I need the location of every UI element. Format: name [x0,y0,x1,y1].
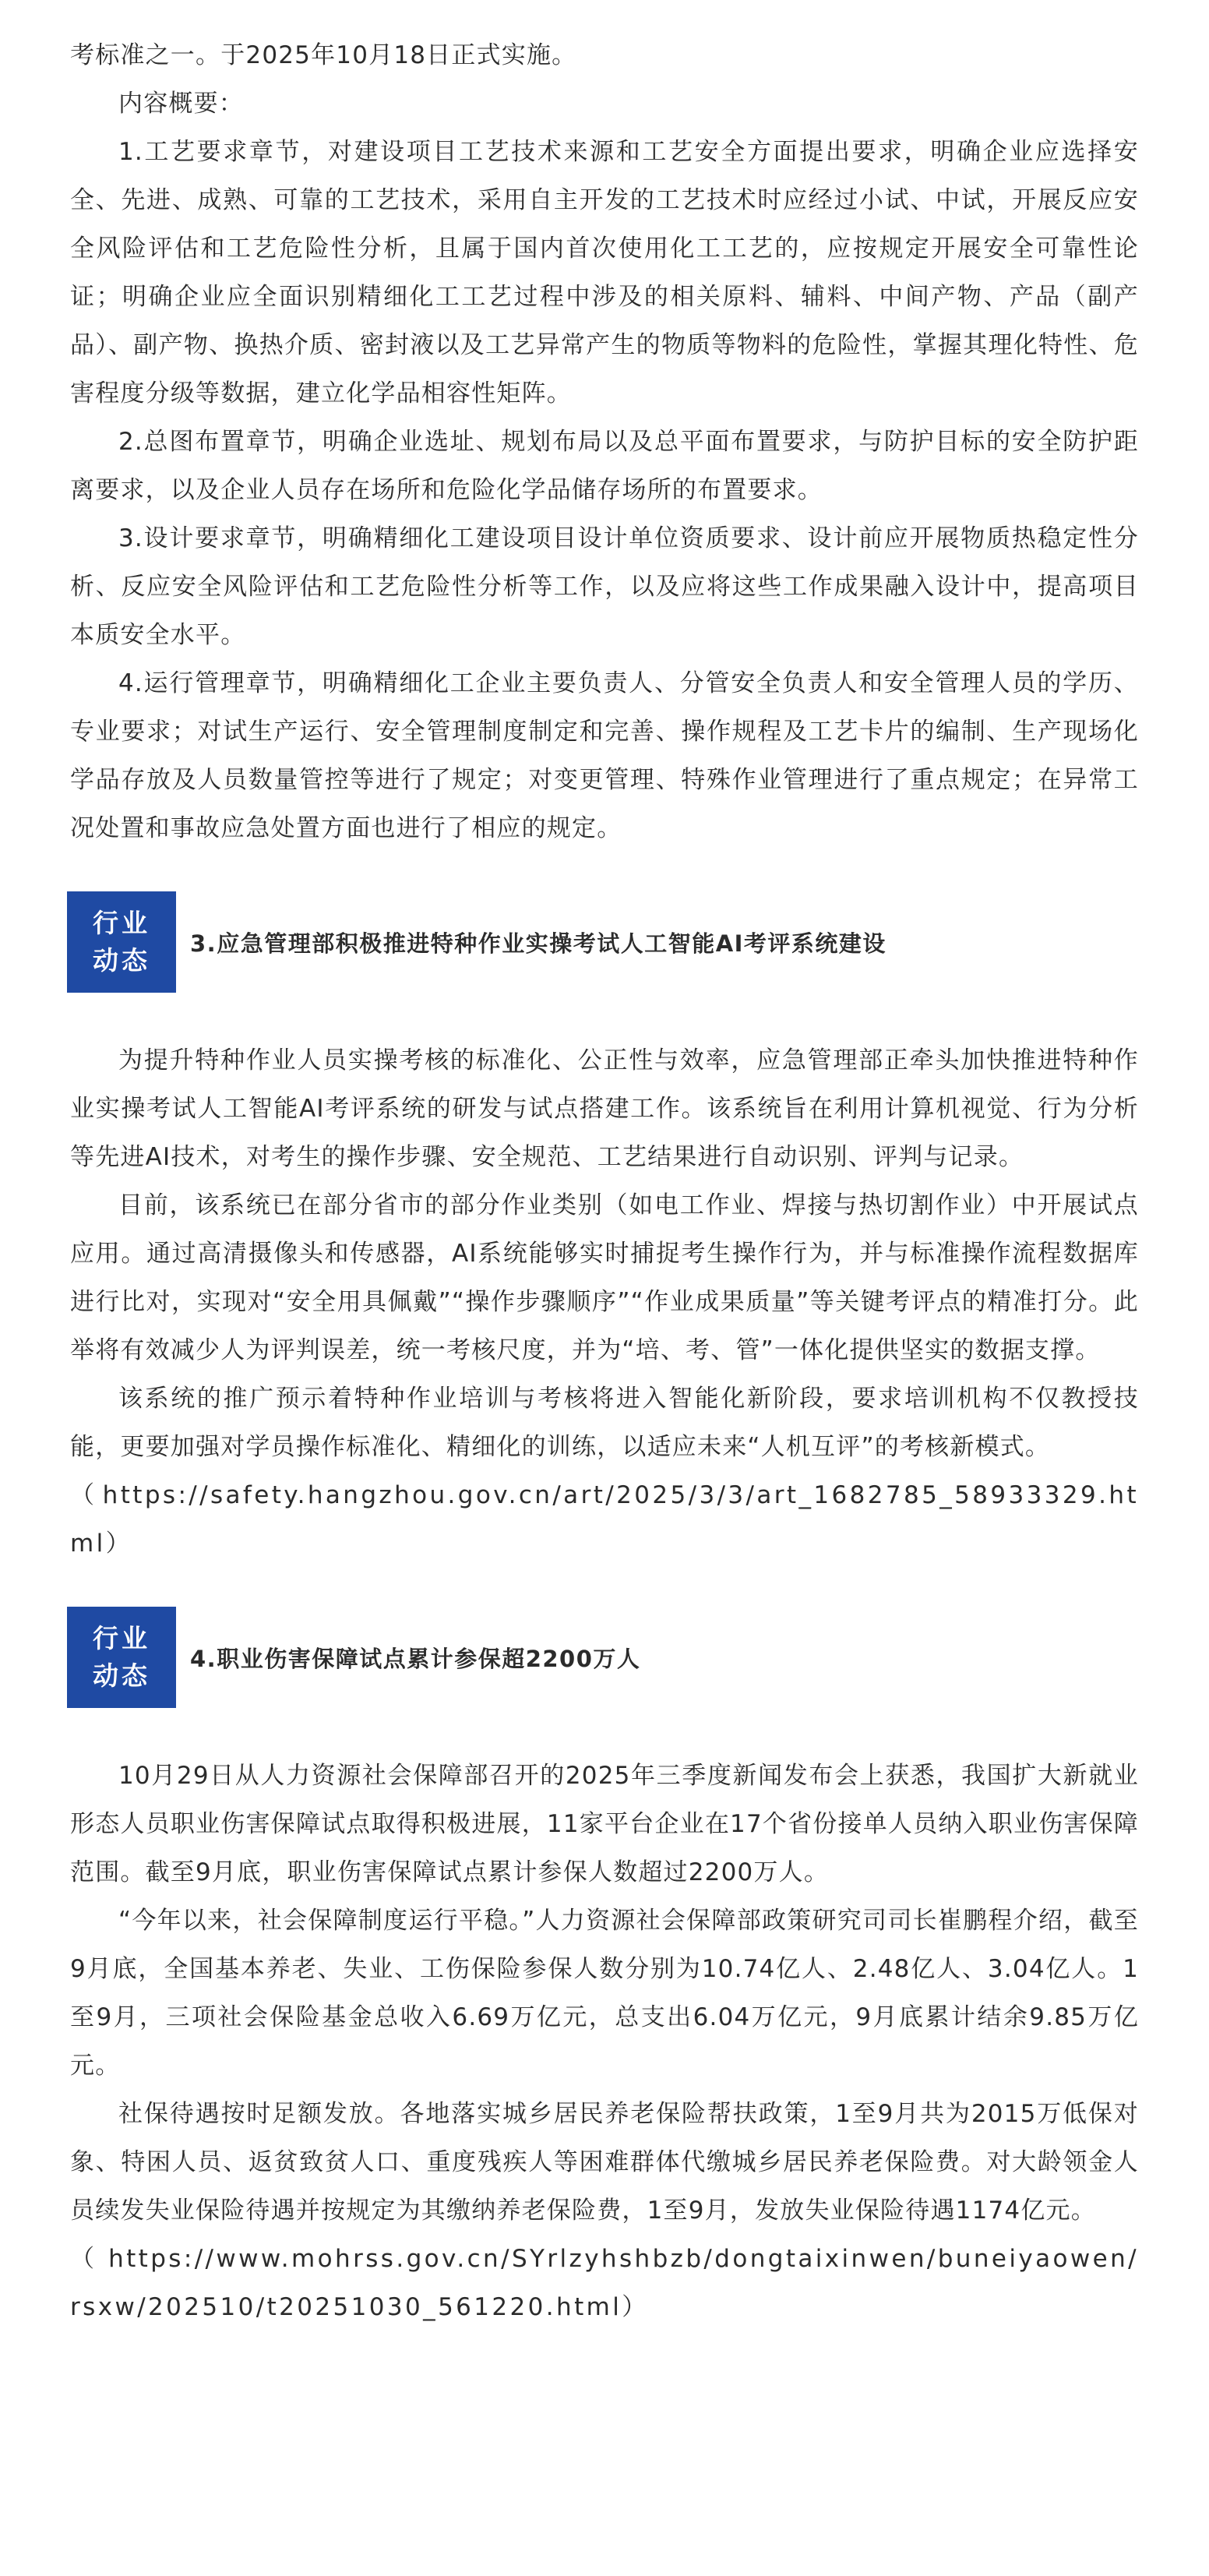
section-4-paragraph-1: 10月29日从人力资源社会保障部召开的2025年三季度新闻发布会上获悉，我国扩大新就业形态人员职业伤害保障试点取得积极进展，11家平台企业在17个省份接单人员纳入职业伤害保障范围。截至9月底，职业伤害保障试点累计参保人数超过2200万人。 [70,1762,1139,1886]
section-3-paragraph-2: 目前，该系统已在部分省市的部分作业类别（如电工作业、焊接与热切割作业）中开展试点应用。通过高清摄像头和传感器，AI系统能够实时捕捉考生操作行为，并与标准操作流程数据库进行比对，实现对“安全用具佩戴”“操作步骤顺序”“作业成果质量”等关键考评点的精准打分。此举将有效减少人为评判误差，统一考核尺度，并为“培、考、管”一体化提供坚实的数据支撑。 [70,1191,1139,1364]
section-3-title: 3.应急管理部积极推进特种作业实操考试人工智能AI考评系统建设 [190,930,886,957]
summary-item-2: 2.总图布置章节，明确企业选址、规划布局以及总平面布置要求，与防护目标的安全防护距离要求，以及企业人员存在场所和危险化学品储存场所的布置要求。 [70,428,1139,504]
industry-news-tag [67,891,176,993]
summary-item-3: 3.设计要求章节，明确精细化工建设项目设计单位资质要求、设计前应开展物质热稳定性分析、反应安全风险评估和工艺危险性分析等工作，以及应将这些工作成果融入设计中，提高项目本质安全水平。 [70,524,1139,649]
section-4-paragraph-2: “今年以来，社会保障制度运行平稳。”人力资源社会保障部政策研究司司长崔鹏程介绍，截至9月底，全国基本养老、失业、工伤保险参保人数分别为10.74亿人、2.48亿人、3.04亿人。1至9月，三项社会保险基金总收入6.69万亿元，总支出6.04万亿元，9月底累计结余9.85万亿元。 [70,1907,1139,2080]
section-3-header [67,891,1139,993]
section-4-header [67,1607,1139,1708]
tag-line-1: 行业 [93,908,150,938]
section-3-paragraph-1: 为提升特种作业人员实操考核的标准化、公正性与效率，应急管理部正牵头加快推进特种作业实操考试人工智能AI考评系统的研发与试点搭建工作。该系统旨在利用计算机视觉、行为分析等先进AI技术，对考生的操作步骤、安全规范、工艺结果进行自动识别、评判与记录。 [70,1046,1139,1171]
tag-line-2: 动态 [93,1660,150,1691]
tag-line-1: 行业 [93,1623,150,1653]
section-4-paragraph-3: 社保待遇按时足额发放。各地落实城乡居民养老保险帮扶政策，1至9月共为2015万低保对象、特困人员、返贫致贫人口、重度残疾人等困难群体代缴城乡居民养老保险费。对大龄领金人员续发失业保险待遇并按规定为其缴纳养老保险费，1至9月，发放失业保险待遇1174亿元。 [70,2100,1139,2225]
section-3-paragraph-3: 该系统的推广预示着特种作业培训与考核将进入智能化新阶段，要求培训机构不仅教授技能，更要加强对学员操作标准化、精细化的训练，以适应未来“人机互评”的考核新模式。 [70,1385,1139,1461]
tag-line-2: 动态 [93,945,150,976]
section-4-title: 4.职业伤害保障试点累计参保超2200万人 [190,1645,641,1672]
summary-label: 内容概要： [118,90,244,118]
summary-item-1: 1.工艺要求章节，对建设项目工艺技术来源和工艺安全方面提出要求，明确企业应选择安全、先进、成熟、可靠的工艺技术，采用自主开发的工艺技术时应经过小试、中试，开展反应安全风险评估和工艺危险性分析，且属于国内首次使用化工工艺的，应按规定开展安全可靠性论证；明确企业应全面识别精细化工工艺过程中涉及的相关原料、辅料、中间产物、产品（副产品）、副产物、换热介质、密封液以及工艺异常产生的物质等物料的危险性，掌握其理化特性、危害程度分级等数据，建立化学品相容性矩阵。 [70,138,1139,408]
section-3-source-link: （https://safety.hangzhou.gov.cn/art/2025/3/3/art_1682785_58933329.html） [70,1481,1139,1558]
summary-item-4: 4.运行管理章节，明确精细化工企业主要负责人、分管安全负责人和安全管理人员的学历、专业要求；对试生产运行、安全管理制度制定和完善、操作规程及工艺卡片的编制、生产现场化学品存放及人员数量管控等进行了规定；对变更管理、特殊作业管理进行了重点规定；在异常工况处置和事故应急处置方面也进行了相应的规定。 [70,669,1139,842]
section-4-source-link: （https://www.mohrss.gov.cn/SYrlzyhshbzb/dongtaixinwen/buneiyaowen/rsxw/202510/t20251030_561220.html） [70,2245,1139,2321]
intro-lead: 考标准之一。于2025年10月18日正式实施。 [70,41,577,69]
industry-news-tag [67,1607,176,1708]
